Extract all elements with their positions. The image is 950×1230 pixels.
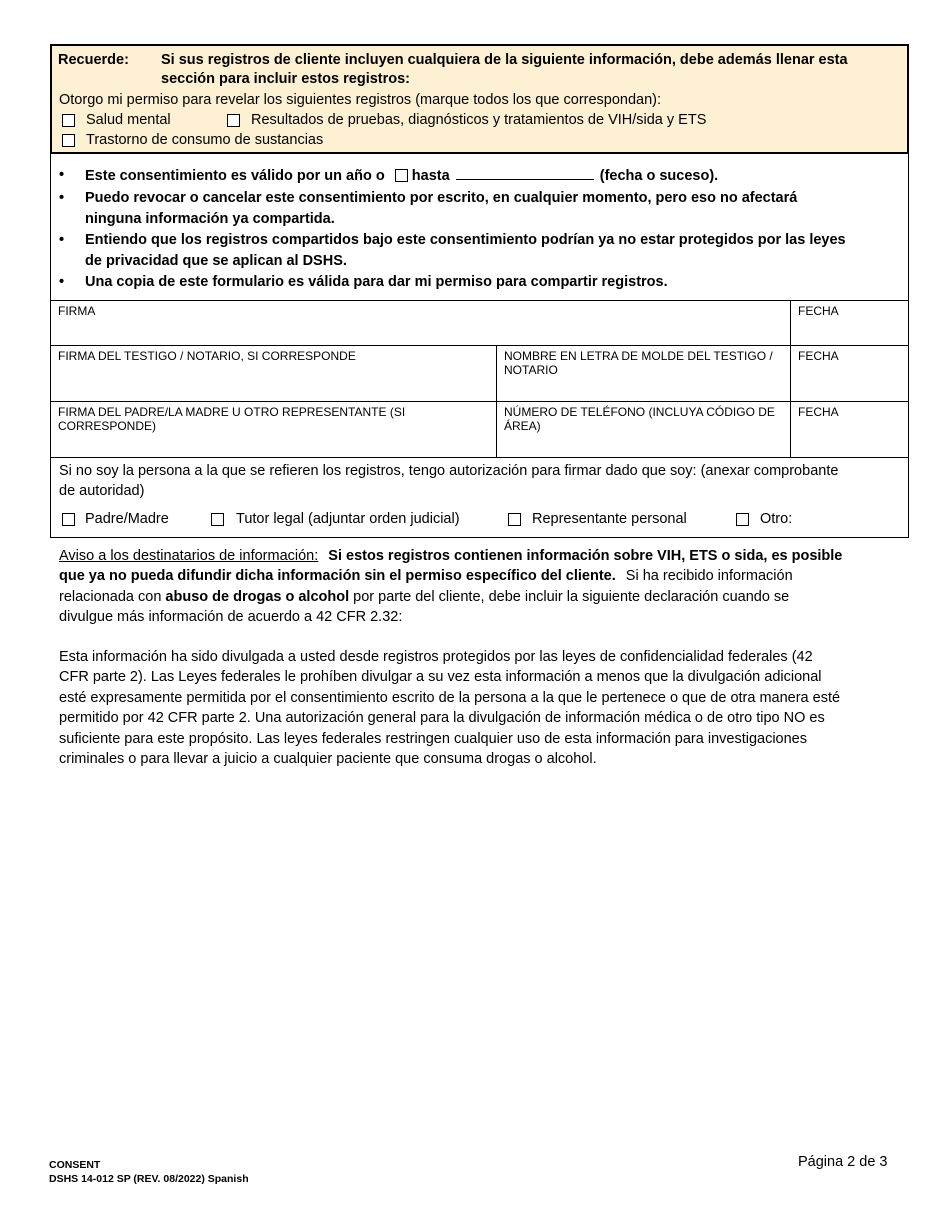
statement-line: esté expresamente permitida por el consentimiento escrito de la persona a la que le pertenece o que de otra manera esté: [59, 689, 841, 706]
checkbox-parent[interactable]: [62, 513, 75, 526]
reminder-text-line1: Si sus registros de cliente incluyen cualquiera de la siguiente información, debe además llenar esta: [161, 52, 848, 68]
date-label: FECHA: [798, 349, 839, 363]
privacy-line2: de privacidad que se aplican al DSHS.: [85, 252, 347, 269]
form-name: CONSENT: [49, 1159, 101, 1171]
consent-terms: [50, 153, 909, 301]
recipient-notice: [59, 546, 909, 628]
witness-name-label: NOMBRE EN LETRA DE MOLDE DEL TESTIGO / NOTARIO: [504, 349, 773, 377]
bullet-dot: •: [59, 274, 65, 290]
checkbox-hiv[interactable]: [227, 114, 240, 127]
until-text: hasta: [411, 168, 450, 184]
notice-l3a: relacionada con: [59, 588, 162, 605]
notice-l3b: abuso de drogas o alcohol: [165, 588, 350, 605]
notice-l4: divulgue más información de acuerdo a 42 CFR 2.32:: [59, 609, 403, 626]
representative-date-field[interactable]: [790, 401, 909, 458]
option-mental-health: Salud mental: [86, 112, 171, 128]
date-label: FECHA: [798, 405, 839, 419]
footer-form-info: [49, 1158, 249, 1186]
confidentiality-statement: [59, 647, 909, 769]
bullet-dot: •: [59, 232, 65, 248]
phone-field[interactable]: [496, 401, 791, 458]
option-legal-guardian: Tutor legal (adjuntar orden judicial): [236, 511, 460, 527]
option-personal-representative: Representante personal: [532, 511, 687, 527]
reminder-label: Recuerde:: [58, 52, 129, 68]
copy-text: Una copia de este formulario es válida para dar mi permiso para compartir registros.: [85, 274, 668, 290]
statement-line: permitido por 42 CFR parte 2. Una autorización general para la divulgación de información médica o de otro tipo NO es: [59, 710, 825, 727]
revoke-line1: Puedo revocar o cancelar este consentimiento por escrito, en cualquier momento, pero eso no afectará: [85, 190, 798, 206]
notice-plain2: Si ha recibido información: [625, 568, 793, 585]
statement-line: CFR parte 2). Las Leyes federales le prohíben divulgar a su vez esta información a menos que la divulgación adicional: [59, 669, 822, 686]
authority-line1: Si no soy la persona a la que se refieren los registros, tengo autorización para firmar dado que soy: (anexar comprobante: [59, 463, 839, 479]
authority-line2: de autoridad): [59, 483, 145, 499]
option-other: Otro:: [760, 511, 793, 527]
until-date-field[interactable]: [456, 165, 594, 180]
reminder-text-line2: sección para incluir estos registros:: [161, 71, 411, 87]
witness-date-field[interactable]: [790, 345, 909, 402]
phone-label: NÚMERO DE TELÉFONO (INCLUYA CÓDIGO DE ÁREA): [504, 405, 775, 433]
option-parent: Padre/Madre: [85, 511, 169, 527]
notice-bold2: que ya no pueda difundir dicha información sin el permiso específico del cliente.: [59, 568, 616, 585]
representative-signature-label: FIRMA DEL PADRE/LA MADRE U OTRO REPRESENTANTE (SI CORRESPONDE): [58, 405, 406, 433]
signature-date-field[interactable]: [790, 300, 909, 346]
bullet-dot: •: [59, 167, 65, 183]
signature-label: FIRMA: [58, 304, 96, 318]
bullet-dot: •: [59, 190, 65, 206]
revoke-line2: ninguna información ya compartida.: [85, 210, 335, 227]
checkbox-until[interactable]: [395, 169, 408, 182]
notice-bold1: Si estos registros contienen información sobre VIH, ETS o sida, es posible: [328, 548, 843, 564]
checkbox-legal-guardian[interactable]: [211, 513, 224, 526]
page-number: Página 2 de 3: [798, 1154, 888, 1170]
privacy-line1: Entiendo que los registros compartidos bajo este consentimiento podrían ya no estar protegidos por las leyes: [85, 232, 846, 248]
witness-name-field[interactable]: [496, 345, 791, 402]
checkbox-mental-health[interactable]: [62, 114, 75, 127]
representative-signature-field[interactable]: [50, 401, 497, 458]
permission-intro: Otorgo mi permiso para revelar los siguientes registros (marque todos los que correspondan):: [59, 92, 662, 108]
until-suffix: (fecha o suceso).: [599, 168, 719, 184]
option-substance-use: Trastorno de consumo de sustancias: [86, 132, 324, 148]
statement-line: criminales o para llevar a juicio a cualquier paciente que consuma drogas o alcohol.: [59, 750, 597, 767]
reminder-section: [50, 44, 909, 154]
witness-signature-field[interactable]: [50, 345, 497, 402]
witness-signature-label: FIRMA DEL TESTIGO / NOTARIO, SI CORRESPONDE: [58, 349, 356, 363]
statement-line: suficiente para este propósito. Las leyes federales restringen cualquier uso de esta información para investigaciones: [59, 730, 807, 747]
notice-l3c: por parte del cliente, debe incluir la siguiente declaración cuando se: [353, 588, 790, 605]
option-hiv: Resultados de pruebas, diagnósticos y tratamientos de VIH/sida y ETS: [251, 112, 707, 128]
checkbox-substance-use[interactable]: [62, 134, 75, 147]
checkbox-other[interactable]: [736, 513, 749, 526]
authority-section: [50, 457, 909, 538]
checkbox-personal-representative[interactable]: [508, 513, 521, 526]
notice-title: Aviso a los destinatarios de información:: [59, 548, 319, 564]
statement-line: Esta información ha sido divulgada a usted desde registros protegidos por las leyes de confidencialidad federales (42: [59, 649, 813, 665]
validity-text: Este consentimiento es válido por un año o: [85, 168, 385, 184]
date-label: FECHA: [798, 304, 839, 318]
form-id: DSHS 14-012 SP (REV. 08/2022) Spanish: [49, 1173, 249, 1185]
signature-field[interactable]: [50, 300, 791, 346]
